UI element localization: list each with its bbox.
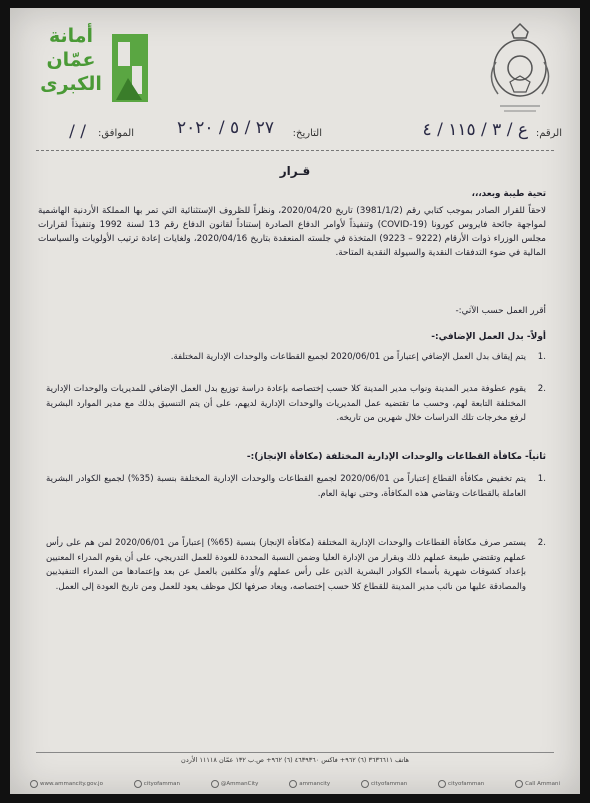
item-text: يتم إيقاف بدل العمل الإضافي إعتباراً من 2020/06/01 لجميع القطاعات والوحدات الإدارية المختلفة. (170, 352, 526, 362)
date-value: ٢٧ / ٥ / ٢٠٢٠ (176, 118, 274, 138)
item-number: .1 (537, 474, 546, 484)
item-text: يستمر صرف مكافأة القطاعات والوحدات الإدارية المختلفة (مكافأة الإنجاز) بنسبة (65%) إعتباراً من 2020/06/01 لمن هم على رأس عملهم وتقتضي طبيعة عملهم ذلك وبقرار من الإدارة العليا وضمن النسبة المحددة للعودة للعمل التدريجي، على أن يقوم المدراء المعنيين بإعداد كشوفات شهرية بأسماء الكوادر البشرية الذين على رأس عملهم و/أو مكلفين بالعمل عن بعد وإعتمادها من المدراء التنفيذيين والمصادقة عليها من نائب مدير المدينة للقطاع كلا حسب إختصاصه، ويعاد صرفها لكل موظف يعود للعمل ومن تاريخ العودة إلى العمل. (46, 538, 526, 592)
logo-text-line-1: أمانة (48, 25, 94, 47)
footer-social-links (30, 778, 560, 790)
date-label: التاريخ: (292, 128, 322, 139)
ref-value: ع / ٣ / ١١٥ / ٤ (422, 120, 528, 140)
footer-link-text: cityofamman (143, 781, 180, 787)
decision-line: أقرر العمل حسب الآتي:- (455, 306, 546, 316)
section-2-item-2 (46, 536, 546, 594)
footer-link-text: cityofamman (448, 781, 485, 787)
section-2-item-1 (46, 472, 546, 501)
item-number: .2 (537, 538, 546, 548)
royal-crest-icon (482, 22, 558, 118)
footer-link-text: ammancity (299, 781, 331, 787)
footer-link-text: cityofamman (371, 781, 408, 787)
item-text: يقوم عطوفة مدير المدينة ونواب مدير المدينة كلا حسب إختصاصه بإعادة دراسة توزيع بدل العمل الإضافي للمديريات والوحدات الإدارية المختلفة التابعة لهم، وحسب ما تقتضيه عمل المديريات والوحدات الإدارية لديهم، على أن يتم التنسيق بذلك مع مدير الموارد البشرية لرفع مخرجات تلك الدراسات خلال شهرين من تاريخه. (46, 384, 526, 423)
logo-mark-icon (108, 30, 152, 106)
footer-link-facebook[interactable] (134, 780, 180, 788)
phone-icon (515, 780, 523, 788)
footer-link-instagram[interactable] (289, 780, 330, 788)
reference-line (28, 118, 562, 146)
intro-paragraph: لاحقاً للقرار الصادر بموجب كتابي رقم (3981/1/2) تاريخ 2020/04/20، ونظراً للظروف الإستثنائية التي تمر بها المملكة الأردنية الهاشمية لمواجهة جائحة فايروس كورونا (COVID-19) وتنفيذاً لأوامر الدفاع الصادرة إستناداً لقانون الدفاع رقم 13 لسنة 1992 وتنفيذاً لقرارات مجلس الوزراء ذوات الأرقام (9222 – 9223) المتخذة في جلسته المنعقدة بتاريخ 2020/04/16، ولغايات إعادة ترتيب الأولويات والسياسات المالية في ضوء التدفقات النقدية والسيولة النقدية المتاحة. (38, 206, 547, 258)
hijri-value: / / (69, 122, 86, 142)
hijri-label: الموافق: (97, 128, 134, 139)
facebook-icon (134, 780, 142, 788)
footer-link-text: @AmmanCity (220, 781, 259, 787)
youtube-icon (361, 780, 369, 788)
footer-link-text: Call Ammani (525, 781, 560, 787)
snapchat-icon (438, 780, 446, 788)
instagram-icon (289, 780, 297, 788)
section-1-item-2 (46, 382, 546, 426)
item-number: .1 (537, 352, 546, 362)
logo-text-line-2: عمّان (46, 49, 96, 71)
footer-link-text: www.ammancity.gov.jo (40, 781, 103, 787)
logo-text-line-3: الكبرى (40, 73, 102, 95)
section-2-heading: ثانياً- مكافأة القطاعات والوحدات الإدارية المختلفة (مكافأة الإنجاز):- (246, 452, 546, 462)
section-1-item-1 (46, 350, 546, 365)
footer-link-snapchat[interactable] (438, 780, 484, 788)
item-text: يتم تخفيض مكافأة القطاع إعتباراً من 2020/06/01 لجميع القطاعات والوحدات الإدارية المختلفة بنسبة (35%) لجميع الكوادر البشرية العاملة بالقطاعات وتقاضي هذه المكافأة، وحتى نهاية العام. (46, 474, 527, 499)
twitter-icon (211, 780, 219, 788)
footer-link-call-center[interactable] (515, 780, 560, 788)
footer-link-youtube[interactable] (361, 780, 407, 788)
amman-municipality-logo (32, 24, 152, 112)
footer-address: هاتف ٣٦٣٦٦١١ (٦) ٩٦٢+ فاكس ٤٦٣٩٣٦٠ (٦) ٩٦٢+ ص.ب ١٣٢ عمّان ١١١١٨ الأردن (181, 756, 409, 764)
footer-link-website[interactable] (30, 780, 103, 788)
item-number: .2 (537, 384, 546, 394)
greeting: تحية طيبة وبعد،،، (471, 189, 546, 199)
footer-link-twitter[interactable] (211, 780, 259, 788)
section-1-heading: أولاً- بدل العمل الإضافي:- (431, 332, 546, 342)
ref-label: الرقم: (535, 128, 562, 139)
header-divider (36, 150, 554, 151)
footer-divider (36, 752, 554, 753)
letter-page (10, 8, 580, 794)
globe-icon (30, 780, 38, 788)
document-title: قـرار (279, 164, 311, 178)
